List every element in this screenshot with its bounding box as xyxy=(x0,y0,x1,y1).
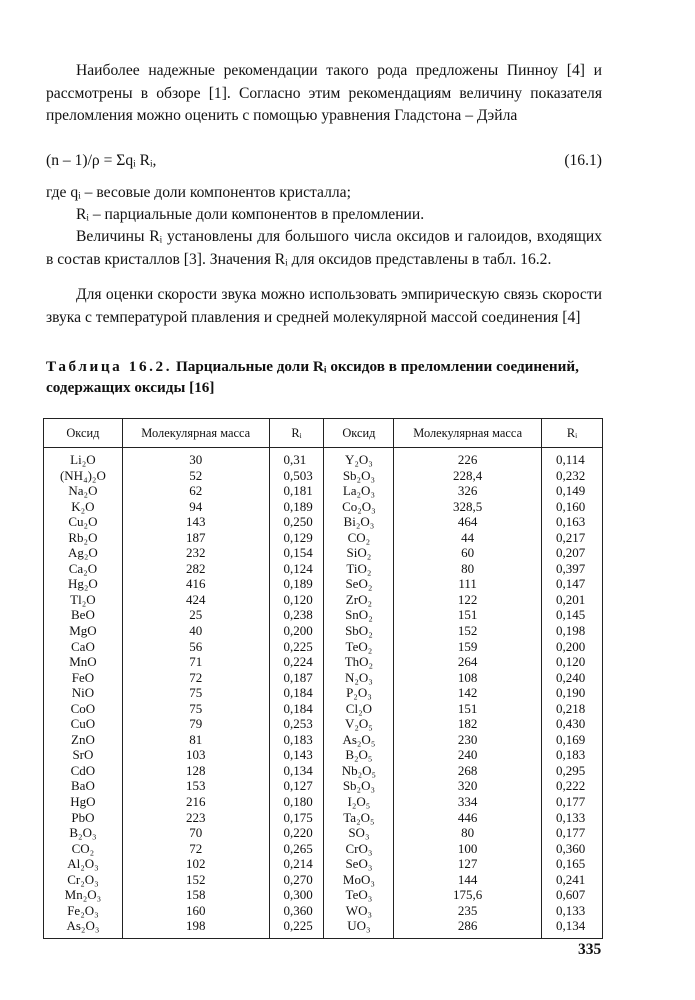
oxide-cell: ZrO₂ xyxy=(324,592,394,608)
molar-mass-cell: 182 xyxy=(394,716,542,732)
molar-mass-cell: 60 xyxy=(394,545,542,561)
ri-cell: 0,183 xyxy=(542,747,603,763)
oxide-cell: SeO₂ xyxy=(324,576,394,592)
oxide-cell: TeO₂ xyxy=(324,639,394,655)
oxide-cell: SeO₃ xyxy=(324,856,394,872)
table-row xyxy=(44,903,603,919)
ri-cell: 0,114 xyxy=(542,448,603,468)
ri-cell: 0,250 xyxy=(269,514,324,530)
molar-mass-cell: 424 xyxy=(122,592,269,608)
header-ri-1: Rᵢ xyxy=(269,419,324,448)
table-row xyxy=(44,670,603,686)
ri-cell: 0,184 xyxy=(269,701,324,717)
ri-cell: 0,207 xyxy=(542,545,603,561)
table-row xyxy=(44,561,603,577)
ri-cell: 0,133 xyxy=(542,903,603,919)
oxide-cell: I₂O₅ xyxy=(324,794,394,810)
ri-cell: 0,265 xyxy=(269,841,324,857)
ri-cell: 0,124 xyxy=(269,561,324,577)
ri-cell: 0,120 xyxy=(542,654,603,670)
molar-mass-cell: 175,6 xyxy=(394,887,542,903)
molar-mass-cell: 70 xyxy=(122,825,269,841)
table-row xyxy=(44,499,603,515)
table-row xyxy=(44,592,603,608)
table-row xyxy=(44,576,603,592)
definition-q: где qᵢ – весовые доли компонентов кристалла; xyxy=(46,184,351,201)
header-oxide-1: Оксид xyxy=(44,419,123,448)
table-caption xyxy=(46,356,602,398)
molar-mass-cell: 56 xyxy=(122,639,269,655)
oxide-cell: SiO₂ xyxy=(324,545,394,561)
header-ri-2: Rᵢ xyxy=(542,419,603,448)
oxide-cell: Li₂O xyxy=(44,448,123,468)
table-row xyxy=(44,887,603,903)
ri-cell: 0,220 xyxy=(269,825,324,841)
table-row xyxy=(44,685,603,701)
ri-cell: 0,200 xyxy=(542,639,603,655)
ri-cell: 0,222 xyxy=(542,778,603,794)
ri-cell: 0,181 xyxy=(269,483,324,499)
ri-cell: 0,198 xyxy=(542,623,603,639)
table-row xyxy=(44,483,603,499)
ri-cell: 0,240 xyxy=(542,670,603,686)
ri-cell: 0,143 xyxy=(269,747,324,763)
oxide-cell: Bi₂O₃ xyxy=(324,514,394,530)
oxide-cell: Nb₂O₅ xyxy=(324,763,394,779)
table-row xyxy=(44,607,603,623)
molar-mass-cell: 127 xyxy=(394,856,542,872)
oxide-cell: As₂O₃ xyxy=(44,918,123,938)
molar-mass-cell: 158 xyxy=(122,887,269,903)
molar-mass-cell: 232 xyxy=(122,545,269,561)
table-row xyxy=(44,716,603,732)
table-row xyxy=(44,514,603,530)
molar-mass-cell: 102 xyxy=(122,856,269,872)
ri-cell: 0,360 xyxy=(269,903,324,919)
molar-mass-cell: 235 xyxy=(394,903,542,919)
header-oxide-2: Оксид xyxy=(324,419,394,448)
ri-cell: 0,189 xyxy=(269,499,324,515)
molar-mass-cell: 111 xyxy=(394,576,542,592)
molar-mass-cell: 151 xyxy=(394,607,542,623)
ri-cell: 0,165 xyxy=(542,856,603,872)
table-row xyxy=(44,747,603,763)
oxide-cell: Cr₂O₃ xyxy=(44,872,123,888)
oxide-cell: B₂O₃ xyxy=(44,825,123,841)
oxide-cell: Ta₂O₅ xyxy=(324,810,394,826)
oxide-cell: HgO xyxy=(44,794,123,810)
molar-mass-cell: 128 xyxy=(122,763,269,779)
oxide-cell: CoO xyxy=(44,701,123,717)
ri-cell: 0,300 xyxy=(269,887,324,903)
molar-mass-cell: 268 xyxy=(394,763,542,779)
oxide-cell: Cl₂O xyxy=(324,701,394,717)
molar-mass-cell: 226 xyxy=(394,448,542,468)
ri-cell: 0,218 xyxy=(542,701,603,717)
table-row xyxy=(44,763,603,779)
ri-cell: 0,360 xyxy=(542,841,603,857)
molar-mass-cell: 94 xyxy=(122,499,269,515)
oxide-cell: CO₂ xyxy=(324,530,394,546)
table-row xyxy=(44,872,603,888)
ri-cell: 0,154 xyxy=(269,545,324,561)
oxide-cell: Sb₂O₃ xyxy=(324,778,394,794)
table-row xyxy=(44,639,603,655)
ri-cell: 0,133 xyxy=(542,810,603,826)
table-row xyxy=(44,732,603,748)
oxide-cell: CrO₃ xyxy=(324,841,394,857)
ri-cell: 0,31 xyxy=(269,448,324,468)
ri-cell: 0,238 xyxy=(269,607,324,623)
molar-mass-cell: 62 xyxy=(122,483,269,499)
molar-mass-cell: 30 xyxy=(122,448,269,468)
ri-cell: 0,160 xyxy=(542,499,603,515)
table-row xyxy=(44,623,603,639)
oxide-cell: P₂O₃ xyxy=(324,685,394,701)
molar-mass-cell: 44 xyxy=(394,530,542,546)
oxide-cell: K₂O xyxy=(44,499,123,515)
ri-cell: 0,503 xyxy=(269,468,324,484)
table-row xyxy=(44,841,603,857)
oxide-cell: As₂O₅ xyxy=(324,732,394,748)
molar-mass-cell: 326 xyxy=(394,483,542,499)
oxide-cell: BeO xyxy=(44,607,123,623)
oxide-cell: ThO₂ xyxy=(324,654,394,670)
oxide-cell: Al₂O₃ xyxy=(44,856,123,872)
molar-mass-cell: 143 xyxy=(122,514,269,530)
ri-cell: 0,241 xyxy=(542,872,603,888)
oxide-cell: Rb₂O xyxy=(44,530,123,546)
table-row xyxy=(44,530,603,546)
molar-mass-cell: 75 xyxy=(122,701,269,717)
molar-mass-cell: 416 xyxy=(122,576,269,592)
molar-mass-cell: 152 xyxy=(122,872,269,888)
oxide-cell: CO₂ xyxy=(44,841,123,857)
table-caption-label: Таблица 16.2. xyxy=(46,358,173,375)
molar-mass-cell: 144 xyxy=(394,872,542,888)
header-molar-mass-1: Молекулярная масса xyxy=(122,419,269,448)
paragraph-ri-values: Величины Rᵢ установлены для большого числа оксидов и галоидов, входящих в состав кристаллов [3]. Значения Rᵢ для оксидов представлены в табл. 16.2. xyxy=(46,228,602,268)
ri-cell: 0,190 xyxy=(542,685,603,701)
oxide-cell: (NH₄)₂O xyxy=(44,468,123,484)
oxide-cell: SbO₂ xyxy=(324,623,394,639)
molar-mass-cell: 122 xyxy=(394,592,542,608)
molar-mass-cell: 25 xyxy=(122,607,269,623)
molar-mass-cell: 79 xyxy=(122,716,269,732)
oxide-cell: N₂O₃ xyxy=(324,670,394,686)
oxide-cell: MgO xyxy=(44,623,123,639)
molar-mass-cell: 71 xyxy=(122,654,269,670)
oxide-cell: V₂O₅ xyxy=(324,716,394,732)
oxide-cell: SnO₂ xyxy=(324,607,394,623)
molar-mass-cell: 223 xyxy=(122,810,269,826)
oxide-cell: Mn₂O₃ xyxy=(44,887,123,903)
molar-mass-cell: 464 xyxy=(394,514,542,530)
oxide-cell: La₂O₃ xyxy=(324,483,394,499)
ri-cell: 0,177 xyxy=(542,794,603,810)
table-row xyxy=(44,701,603,717)
oxide-cell: Ag₂O xyxy=(44,545,123,561)
ri-cell: 0,120 xyxy=(269,592,324,608)
molar-mass-cell: 40 xyxy=(122,623,269,639)
oxide-cell: UO₃ xyxy=(324,918,394,938)
oxide-cell: CuO xyxy=(44,716,123,732)
oxide-cell: Sb₂O₃ xyxy=(324,468,394,484)
molar-mass-cell: 216 xyxy=(122,794,269,810)
header-molar-mass-2: Молекулярная масса xyxy=(394,419,542,448)
oxide-refraction-table xyxy=(43,418,603,939)
ri-cell: 0,224 xyxy=(269,654,324,670)
ri-cell: 0,134 xyxy=(269,763,324,779)
table-body xyxy=(44,448,603,939)
oxide-cell: TeO₃ xyxy=(324,887,394,903)
molar-mass-cell: 81 xyxy=(122,732,269,748)
molar-mass-cell: 52 xyxy=(122,468,269,484)
ri-cell: 0,184 xyxy=(269,685,324,701)
ri-cell: 0,232 xyxy=(542,468,603,484)
molar-mass-cell: 230 xyxy=(394,732,542,748)
table-row xyxy=(44,825,603,841)
table-header-row xyxy=(44,419,603,448)
table-row xyxy=(44,918,603,938)
oxide-cell: Na₂O xyxy=(44,483,123,499)
ri-cell: 0,214 xyxy=(269,856,324,872)
oxide-cell: Co₂O₃ xyxy=(324,499,394,515)
oxide-cell: MnO xyxy=(44,654,123,670)
molar-mass-cell: 72 xyxy=(122,670,269,686)
oxide-cell: Cu₂O xyxy=(44,514,123,530)
ri-cell: 0,270 xyxy=(269,872,324,888)
table-row xyxy=(44,778,603,794)
molar-mass-cell: 160 xyxy=(122,903,269,919)
table-row xyxy=(44,448,603,468)
oxide-cell: PbO xyxy=(44,810,123,826)
molar-mass-cell: 72 xyxy=(122,841,269,857)
table-row xyxy=(44,794,603,810)
molar-mass-cell: 328,5 xyxy=(394,499,542,515)
molar-mass-cell: 286 xyxy=(394,918,542,938)
ri-cell: 0,147 xyxy=(542,576,603,592)
oxide-cell: Y₂O₃ xyxy=(324,448,394,468)
ri-cell: 0,397 xyxy=(542,561,603,577)
molar-mass-cell: 187 xyxy=(122,530,269,546)
ri-cell: 0,225 xyxy=(269,918,324,938)
oxide-cell: BaO xyxy=(44,778,123,794)
molar-mass-cell: 151 xyxy=(394,701,542,717)
ri-cell: 0,295 xyxy=(542,763,603,779)
paragraph-sound-speed: Для оценки скорости звука можно использовать эмпирическую связь скорости звука с температурой плавления и средней молекулярной массой соединения [4] xyxy=(46,286,602,326)
ri-cell: 0,177 xyxy=(542,825,603,841)
table-row xyxy=(44,545,603,561)
ri-cell: 0,253 xyxy=(269,716,324,732)
formula-expression: (n – 1)/ρ = Σqᵢ Rᵢ, xyxy=(46,152,157,169)
molar-mass-cell: 108 xyxy=(394,670,542,686)
oxide-cell: TiO₂ xyxy=(324,561,394,577)
oxide-cell: NiO xyxy=(44,685,123,701)
molar-mass-cell: 142 xyxy=(394,685,542,701)
ri-cell: 0,145 xyxy=(542,607,603,623)
oxide-cell: ZnO xyxy=(44,732,123,748)
molar-mass-cell: 198 xyxy=(122,918,269,938)
molar-mass-cell: 152 xyxy=(394,623,542,639)
ri-cell: 0,175 xyxy=(269,810,324,826)
ri-cell: 0,149 xyxy=(542,483,603,499)
molar-mass-cell: 446 xyxy=(394,810,542,826)
table-row xyxy=(44,810,603,826)
ri-cell: 0,183 xyxy=(269,732,324,748)
molar-mass-cell: 75 xyxy=(122,685,269,701)
molar-mass-cell: 282 xyxy=(122,561,269,577)
ri-cell: 0,129 xyxy=(269,530,324,546)
table-row xyxy=(44,654,603,670)
oxide-cell: FeO xyxy=(44,670,123,686)
ri-cell: 0,225 xyxy=(269,639,324,655)
paragraph-intro: Наиболее надежные рекомендации такого рода предложены Пинноу [4] и рассмотрены в обзоре [1]. Согласно этим рекомендациям величину показателя преломления можно оценить с помощью уравнения Гладстона – Дэйла xyxy=(46,62,602,124)
oxide-cell: MoO₃ xyxy=(324,872,394,888)
oxide-cell: WO₃ xyxy=(324,903,394,919)
molar-mass-cell: 334 xyxy=(394,794,542,810)
oxide-cell: SO₃ xyxy=(324,825,394,841)
oxide-cell: B₂O₅ xyxy=(324,747,394,763)
ri-cell: 0,187 xyxy=(269,670,324,686)
oxide-cell: CaO xyxy=(44,639,123,655)
molar-mass-cell: 80 xyxy=(394,561,542,577)
ri-cell: 0,134 xyxy=(542,918,603,938)
oxide-cell: CdO xyxy=(44,763,123,779)
molar-mass-cell: 80 xyxy=(394,825,542,841)
molar-mass-cell: 159 xyxy=(394,639,542,655)
ri-cell: 0,201 xyxy=(542,592,603,608)
oxide-cell: Ca₂O xyxy=(44,561,123,577)
table-row xyxy=(44,468,603,484)
oxide-cell: SrO xyxy=(44,747,123,763)
molar-mass-cell: 103 xyxy=(122,747,269,763)
table-row xyxy=(44,856,603,872)
molar-mass-cell: 320 xyxy=(394,778,542,794)
ri-cell: 0,200 xyxy=(269,623,324,639)
ri-cell: 0,217 xyxy=(542,530,603,546)
molar-mass-cell: 100 xyxy=(394,841,542,857)
ri-cell: 0,189 xyxy=(269,576,324,592)
ri-cell: 0,607 xyxy=(542,887,603,903)
oxide-cell: Fe₂O₃ xyxy=(44,903,123,919)
ri-cell: 0,127 xyxy=(269,778,324,794)
molar-mass-cell: 264 xyxy=(394,654,542,670)
molar-mass-cell: 240 xyxy=(394,747,542,763)
molar-mass-cell: 153 xyxy=(122,778,269,794)
table-caption-text: Парциальные доли Rᵢ оксидов в преломлении соединений, содержащих оксиды [16] xyxy=(46,358,579,396)
ri-cell: 0,180 xyxy=(269,794,324,810)
oxide-cell: Tl₂O xyxy=(44,592,123,608)
ri-cell: 0,430 xyxy=(542,716,603,732)
formula-number: (16.1) xyxy=(564,152,602,169)
ri-cell: 0,169 xyxy=(542,732,603,748)
oxide-cell: Hg₂O xyxy=(44,576,123,592)
definition-r: Rᵢ – парциальные доли компонентов в преломлении. xyxy=(76,206,425,223)
ri-cell: 0,163 xyxy=(542,514,603,530)
molar-mass-cell: 228,4 xyxy=(394,468,542,484)
page-number: 335 xyxy=(578,941,602,958)
